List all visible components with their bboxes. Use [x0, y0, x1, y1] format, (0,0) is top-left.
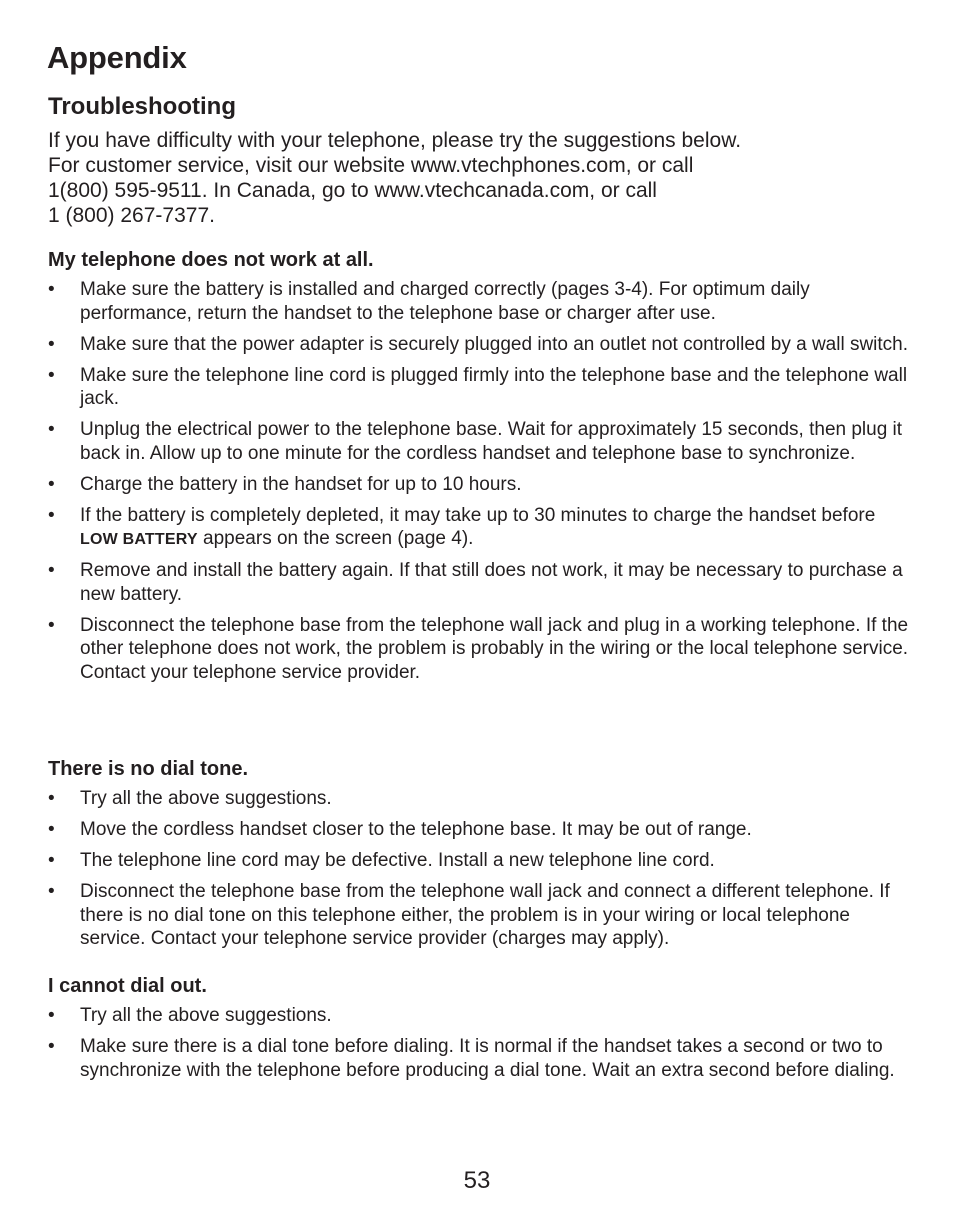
list-item: [48, 418, 918, 465]
list-item-text: Make sure the telephone line cord is plugged firmly into the telephone base and the telephone wall jack.: [80, 364, 908, 409]
list-item: [48, 1004, 918, 1028]
bullet-icon: •: [48, 788, 55, 809]
intro-line: For customer service, visit our website www.vtechphones.com, or call: [48, 154, 694, 177]
list-item: [48, 559, 918, 606]
list-item-text: Try all the above suggestions.: [80, 1005, 332, 1026]
chapter-title: Appendix: [47, 40, 187, 75]
bullet-icon: •: [48, 333, 55, 355]
list-item: [48, 880, 918, 951]
list-item-text: Move the cordless handset closer to the telephone base. It may be out of range.: [80, 819, 752, 840]
list-item: [48, 1035, 918, 1082]
intro-line: 1(800) 595-9511. In Canada, go to www.vtechcanada.com, or call: [48, 179, 657, 202]
bullet-list: [48, 1004, 918, 1082]
list-item-text: Unplug the electrical power to the telephone base. Wait for approximately 15 seconds, then plug it back in. Allow up to one minute for the cordless handset and telephone base to synchronize.: [80, 419, 903, 464]
section-title: Troubleshooting: [48, 93, 236, 120]
list-item: [48, 614, 918, 685]
intro-line: 1 (800) 267-7377.: [48, 204, 215, 227]
list-item-text: Disconnect the telephone base from the telephone wall jack and plug in a working telephone. If the other telephone does not work, the problem is probably in the wiring or the local telephone service. Contact your telephone service provider.: [80, 614, 909, 683]
subsection-heading: My telephone does not work at all.: [48, 249, 374, 271]
list-item: [48, 787, 918, 811]
bullet-icon: •: [48, 1036, 55, 1057]
bullet-icon: •: [48, 819, 55, 840]
list-item-text: Make sure that the power adapter is securely plugged into an outlet not controlled by a wall switch.: [80, 333, 909, 355]
list-item-text: Try all the above suggestions.: [80, 788, 332, 809]
list-item: [48, 364, 918, 411]
bullet-icon: •: [48, 504, 55, 526]
bullet-icon: •: [48, 279, 55, 300]
list-item-text: Remove and install the battery again. If that still does not work, it may be necessary to purchase a new battery.: [80, 560, 903, 605]
subsection-heading: I cannot dial out.: [48, 975, 207, 997]
bullet-list: [48, 787, 918, 951]
intro-line: If you have difficulty with your telephone, please try the suggestions below.: [48, 129, 742, 152]
bullet-icon: •: [48, 419, 55, 440]
list-item: [48, 818, 918, 842]
list-item-text: Disconnect the telephone base from the telephone wall jack and connect a different telephone. If there is no dial tone on this telephone either, the problem is in your wiring or local telephone service. Contact your telephone service provider (charges may apply).: [80, 881, 890, 949]
section-no-dial-tone: [48, 757, 918, 958]
list-item: [48, 849, 918, 873]
list-item-text: [80, 505, 875, 550]
section-no-work: [48, 248, 918, 692]
list-item-text-end: appears on the screen (page 4).: [197, 528, 474, 549]
list-item: [48, 504, 918, 552]
list-item-text: Make sure the battery is installed and charged correctly (pages 3-4). For optimum daily performance, return the handset to the telephone base or charger after use.: [80, 279, 810, 324]
list-item: [48, 473, 918, 497]
bullet-icon: •: [48, 881, 55, 902]
bullet-icon: •: [48, 560, 55, 581]
bullet-icon: •: [48, 614, 55, 636]
subsection-heading: There is no dial tone.: [48, 758, 249, 780]
list-item-text-start: If the battery is completely depleted, it may take up to 30 minutes to charge the handset before: [80, 504, 876, 526]
page-number: 53: [463, 1167, 491, 1194]
bullet-icon: •: [48, 850, 55, 871]
bullet-icon: •: [48, 1005, 55, 1026]
section-cannot-dial-out: [48, 974, 918, 1090]
list-item-text: The telephone line cord may be defective. Install a new telephone line cord.: [80, 850, 715, 871]
intro-paragraph: [48, 128, 908, 228]
bullet-list: [48, 278, 918, 684]
list-item-text: Charge the battery in the handset for up to 10 hours.: [80, 473, 522, 495]
bullet-icon: •: [48, 364, 55, 386]
low-battery-label: LOW BATTERY: [80, 531, 198, 548]
bullet-icon: •: [48, 473, 55, 495]
list-item: [48, 333, 918, 357]
list-item: [48, 278, 918, 325]
list-item-text: Make sure there is a dial tone before dialing. It is normal if the handset takes a second or two to synchronize with the telephone before producing a dial tone. Wait an extra second before dialing.: [80, 1036, 895, 1081]
